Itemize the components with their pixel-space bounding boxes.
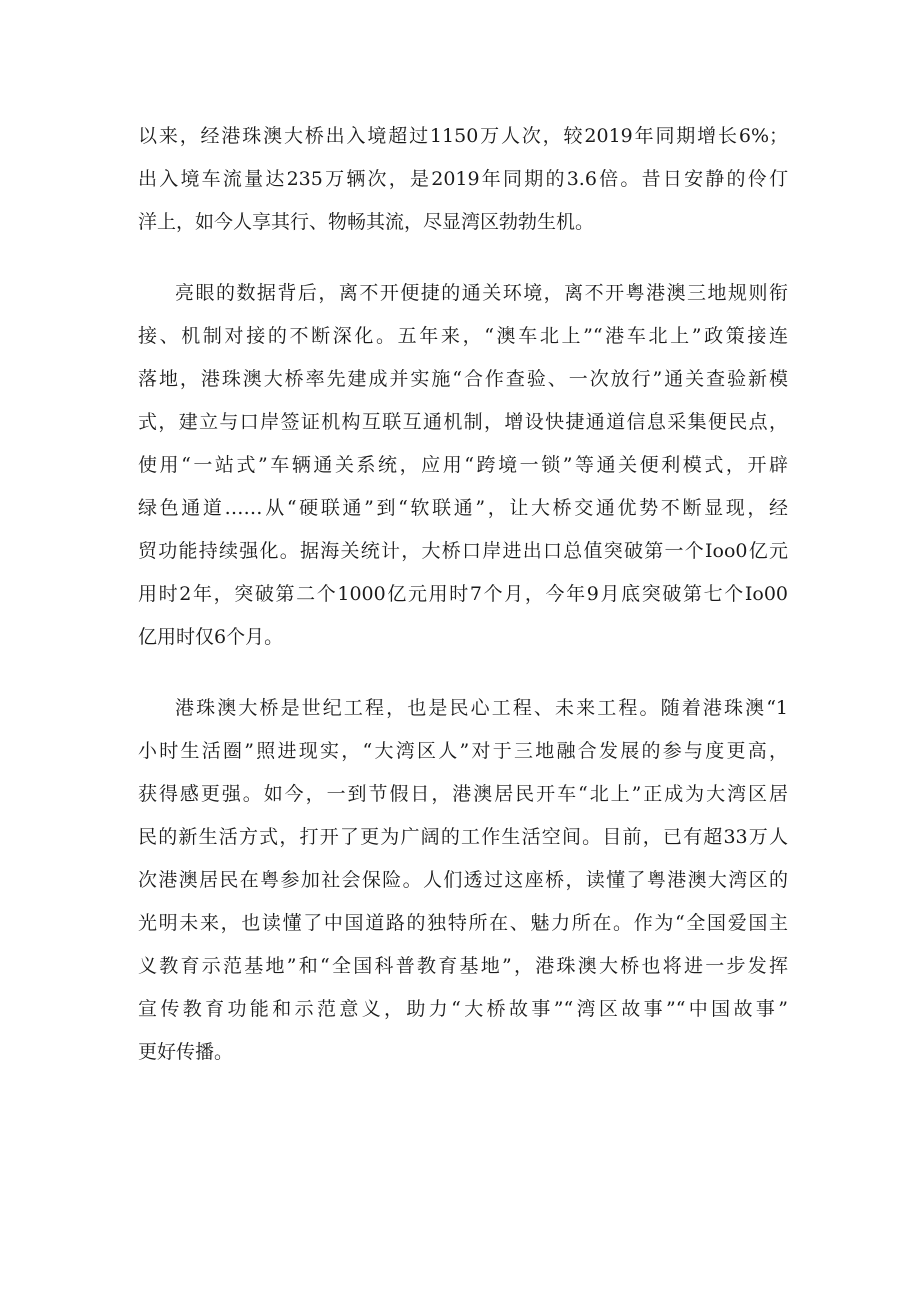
text-line: 小时生活圈”照进现实，“大湾区人”对于三地融合发展的参与度更高， <box>138 740 788 762</box>
text-line: 式，建立与口岸签证机构互联互通机制，增设快捷通道信息采集便民点， <box>138 411 788 433</box>
text-line: 民的新生活方式，打开了更为广阔的工作生活空间。目前，已有超33万人 <box>138 826 788 848</box>
text-line: 用时2年，突破第二个1000亿元用时7个月，今年9月底突破第七个Io00 <box>138 583 788 605</box>
text-line: 港珠澳大桥是世纪工程，也是民心工程、未来工程。随着港珠澳“1 <box>175 697 788 719</box>
text-line: 使用“一站式”车辆通关系统，应用“跨境一锁”等通关便利模式，开辟 <box>138 454 788 476</box>
text-line: 以来，经港珠澳大桥出入境超过1150万人次，较2019年同期增长6%； <box>138 125 788 147</box>
text-line: 贸功能持续强化。据海关统计，大桥口岸进出口总值突破第一个Ioo0亿元 <box>138 540 788 562</box>
text-line: 更好传播。 <box>138 1041 234 1063</box>
text-line: 洋上，如今人享其行、物畅其流，尽显湾区勃勃生机。 <box>138 211 595 233</box>
text-line: 获得感更强。如今，一到节假日，港澳居民开车“北上”正成为大湾区居 <box>138 783 788 805</box>
text-line: 绿色通道……从“硬联通”到“软联通”，让大桥交通优势不断显现，经 <box>138 497 788 519</box>
text-line: 义教育示范基地”和“全国科普教育基地”，港珠澳大桥也将进一步发挥 <box>138 955 788 977</box>
text-line: 出入境车流量达235万辆次，是2019年同期的3.6倍。昔日安静的伶仃 <box>138 168 788 190</box>
text-line: 次港澳居民在粤参加社会保险。人们透过这座桥，读懂了粤港澳大湾区的 <box>138 869 788 891</box>
text-line: 亮眼的数据背后，离不开便捷的通关环境，离不开粤港澳三地规则衔 <box>175 282 788 304</box>
text-line: 落地，港珠澳大桥率先建成并实施“合作查验、一次放行”通关查验新模 <box>138 368 788 390</box>
text-line: 光明未来，也读懂了中国道路的独特所在、魅力所在。作为“全国爱国主 <box>138 912 788 934</box>
text-line: 宣传教育功能和示范意义，助力“大桥故事”“湾区故事”“中国故事” <box>138 998 788 1020</box>
text-line: 接、机制对接的不断深化。五年来，“澳车北上”“港车北上”政策接连 <box>138 325 788 347</box>
text-line: 亿用时仅6个月。 <box>138 626 284 648</box>
